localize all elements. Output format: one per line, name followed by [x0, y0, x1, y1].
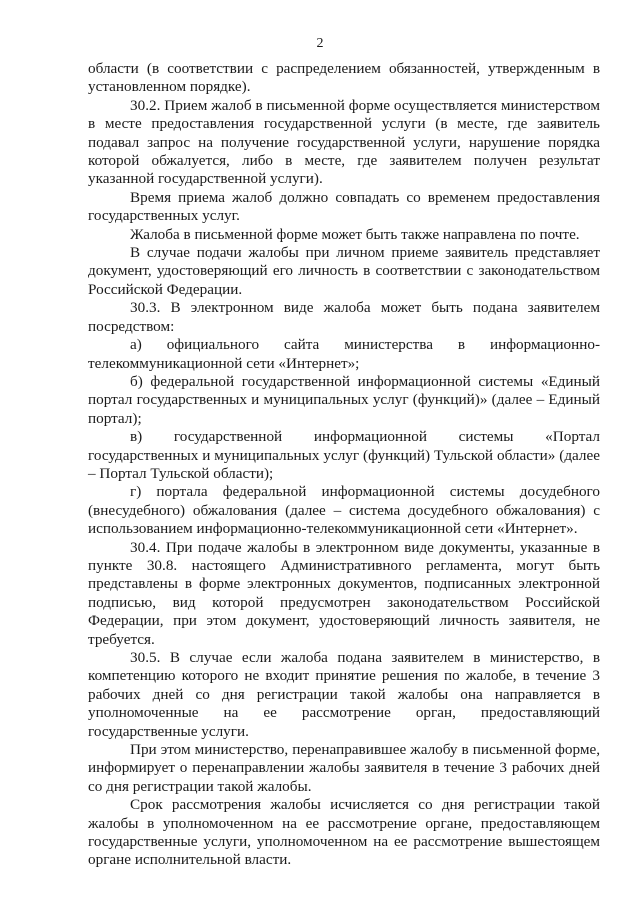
paragraph-30-3: 30.3. В электронном виде жалоба может быть подана заявителем посредством: — [88, 299, 600, 335]
list-item-g: г) портала федеральной информационной системы досудебного (внесудебного) обжалования (далее – система досудебного обжалования) с использованием информационно-телекоммуникационной сети «Интернет». — [88, 483, 600, 538]
list-item-v: в) государственной информационной системы «Портал государственных и муниципальных услуг (функций) Тульской области» (далее – Портал Тульской области); — [88, 428, 600, 482]
paragraph-personal-reception: В случае подачи жалобы при личном приеме заявитель представляет документ, удостоверяющий его личность в соответствии с законодательством Российской Федерации. — [88, 244, 600, 298]
page-number: 2 — [316, 36, 324, 51]
paragraph-reception-time: Время приема жалоб должно совпадать со временем предоставления государственных услуг. — [88, 188, 600, 225]
list-item-a: а) официального сайта министерства в информационно-телекоммуникационной сети «Интернет»; — [88, 336, 600, 372]
paragraph-continuation: области (в соответствии с распределением обязанностей, утвержденным в установленном порядке). — [88, 60, 600, 96]
paragraph-mail: Жалоба в письменной форме может быть также направлена по почте. — [130, 225, 580, 243]
paragraph-30-2: 30.2. Прием жалоб в письменной форме осуществляется министерством в месте предоставления государственной услуги (в месте, где заявитель подавал запрос на получение государственной услуги, нарушение порядка которой обжалуется, либо в месте, где заявителем получен результат указанной государственной услуги). — [88, 96, 600, 188]
document-body — [88, 60, 600, 870]
paragraph-review-term: Срок рассмотрения жалобы исчисляется со дня регистрации такой жалобы в уполномоченном на ее рассмотрение органе, предоставляющем государственные услуги, уполномоченном на ее рассмотрение вышестоящем органе исполнительной власти. — [88, 796, 600, 869]
list-item-b: б) федеральной государственной информационной системы «Единый портал государственных и муниципальных услуг (функций)» (далее – Единый портал); — [88, 372, 600, 427]
paragraph-redirect-notice: При этом министерство, перенаправившее жалобу в письменной форме, информирует о перенаправлении жалобы заявителя в течение 3 рабочих дней со дня регистрации такой жалобы. — [88, 741, 600, 795]
paragraph-30-4: 30.4. При подаче жалобы в электронном виде документы, указанные в пункте 30.8. настоящего Административного регламента, могут быть представлены в форме электронных документов, подписанных электронной подписью, вид которой предусмотрен законодательством Российской Федерации, при этом документ, удостоверяющий личность заявителя, не требуется. — [88, 538, 600, 648]
paragraph-30-5: 30.5. В случае если жалоба подана заявителем в министерство, в компетенцию которого не входит принятие решения по жалобе, в течение 3 рабочих дней со дня регистрации такой жалобы она направляется в уполномоченные на ее рассмотрение орган, предоставляющий государственные услуги. — [88, 649, 600, 740]
